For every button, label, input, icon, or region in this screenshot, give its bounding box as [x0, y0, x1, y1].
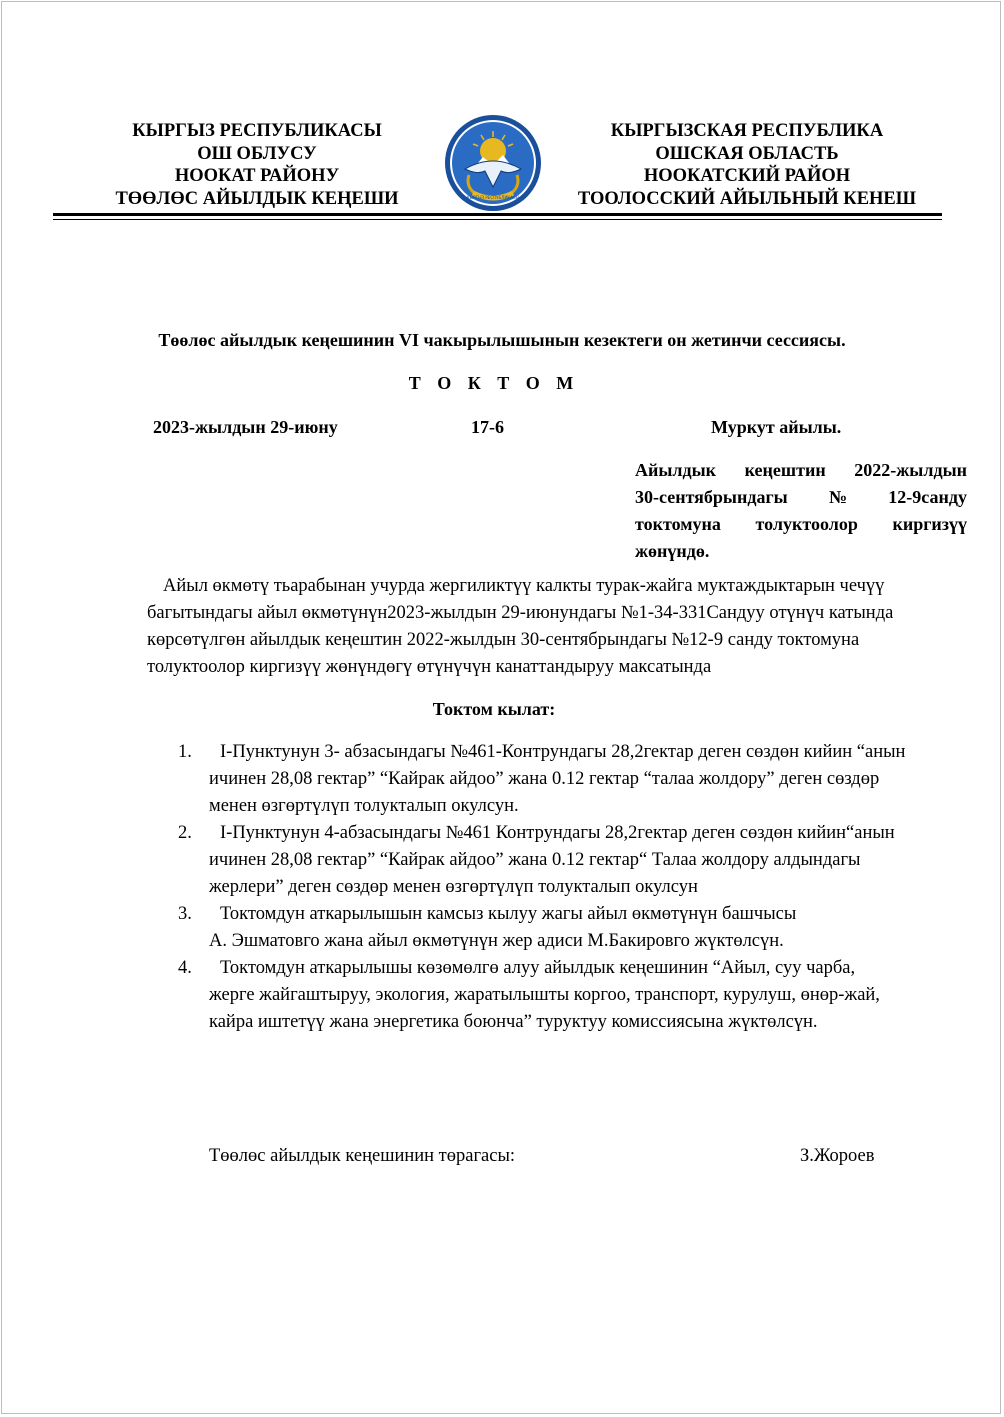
header-right-line: ОШСКАЯ ОБЛАСТЬ — [655, 143, 839, 164]
resolution-items — [178, 739, 978, 1036]
header-right-block — [557, 120, 937, 210]
item-line: Токтомдун аткарылышын камсыз кылуу жагы айыл өкмөтүнүн башчысы — [220, 904, 797, 924]
item-line: менен өзгөртүлүп толукталып окулсун. — [209, 796, 519, 816]
preamble-line: көрсөтүлгөн айылдык кеңештин 2022-жылдын 30-сентябрындагы №12-9 санду токтомуна — [147, 630, 860, 650]
document-place: Муркут айылы. — [711, 417, 842, 437]
subject-line: 30-сентябрындагы№12-9санду — [635, 487, 967, 507]
item-line: жерге жайгаштыруу, экология, жаратылышты коргоо, транспорт, курулуш, өнөр-жай, — [209, 985, 880, 1005]
header-right-line: НООКАТСКИЙ РАЙОН — [643, 166, 851, 186]
item-number: 4. — [178, 958, 192, 978]
resolution-item — [178, 955, 978, 1036]
header-left-line: ОШ ОБЛУСУ — [197, 143, 317, 164]
document-title: Т О К Т О М — [408, 373, 580, 393]
resolution-item — [178, 739, 978, 820]
header-right-line: ТООЛОССКИЙ АЙЫЛЬНЫЙ КЕНЕШ — [577, 188, 917, 209]
resolution-item — [178, 901, 978, 955]
preamble-line: толуктоолор киргизүү жөнүндөгү өтүнүчүн канаттандыруу максатында — [147, 657, 712, 677]
item-number: 2. — [178, 823, 192, 843]
item-line: I-Пунктунун 3- абзасындагы №461-Контрундагы 28,2гектар деген сөздөн кийин “анын — [220, 742, 906, 762]
header-left-line: КЫРГЫЗ РЕСПУБЛИКАСЫ — [132, 121, 382, 141]
item-line: жерлери” деген сөздөр менен өзгөртүлүп толукталып окулсун — [209, 877, 698, 897]
document-date: 2023-жылдын 29-июну — [153, 417, 338, 437]
header-left-line: ТӨӨЛӨС АЙЫЛДЫК КЕҢЕШИ — [115, 188, 399, 209]
item-line: Токтомдун аткарылышы көзөмөлгө алуу айылдык кеңешинин “Айыл, суу чарба, — [220, 958, 856, 978]
item-line: ичинен 28,08 гектар” “Кайрак айдоо” жана 0.12 гектар“ Талаа жолдору алдындагы — [209, 850, 861, 870]
item-line: ичинен 28,08 гектар” “Кайрак айдоо” жана 0.12 гектар “талаа жолдору” деген сөздөр — [209, 769, 880, 789]
subject-line: жөнүндө. — [635, 541, 710, 561]
header-left-block — [102, 120, 412, 210]
emblem-text: КЫРГЫЗ РЕСПУБЛИКАСЫ — [466, 195, 520, 200]
preamble-paragraph — [147, 573, 967, 681]
session-title: Төөлөс айылдык кеңешинин VI чакырылышынын кезектеги он жетинчи сессиясы. — [158, 330, 846, 350]
document-subject — [635, 457, 967, 565]
item-number: 1. — [178, 742, 192, 762]
document-number: 17-6 — [471, 417, 504, 437]
header-divider-thick — [53, 213, 942, 216]
header-divider-thin — [53, 219, 942, 220]
signature-role: Төөлөс айылдык кеңешинин төрагасы: — [209, 1146, 516, 1166]
preamble-line: Айыл өкмөтү тьарабынан учурда жергиликтүү калкты турак-жайга муктаждыктарын чечүү — [163, 576, 885, 596]
item-number: 3. — [178, 904, 192, 924]
resolution-item — [178, 820, 978, 901]
item-line: кайра иштетүү жана энергетика боюнча” туруктуу комиссиясына жүктөлсүн. — [209, 1012, 818, 1032]
header-left-line: НООКАТ РАЙОНУ — [174, 166, 340, 186]
preamble-line: багытындагы айыл өкмөтүнүн2023-жылдын 29-июнундагы №1-34-331Сандуу отүнүч катында — [147, 603, 894, 623]
subject-line: токтомуна толуктоолор киргизүү — [635, 514, 967, 534]
subject-line: Айылдык кеңештин 2022-жылдын — [635, 460, 967, 480]
item-line: А. Эшматовго жана айыл өкмөтүнүн жер адиси М.Бакировго жүктөлсүн. — [209, 931, 784, 951]
item-line: I-Пунктунун 4-абзасындагы №461 Контрундагы 28,2гектар деген сөздөн кийин“анын — [220, 823, 895, 843]
document-page — [1, 1, 1001, 1414]
signature-name: З.Жороев — [800, 1146, 875, 1166]
decides-heading: Токтом кылат: — [432, 699, 556, 719]
header-right-line: КЫРГЫЗСКАЯ РЕСПУБЛИКА — [610, 121, 884, 141]
state-emblem-icon — [443, 113, 543, 213]
